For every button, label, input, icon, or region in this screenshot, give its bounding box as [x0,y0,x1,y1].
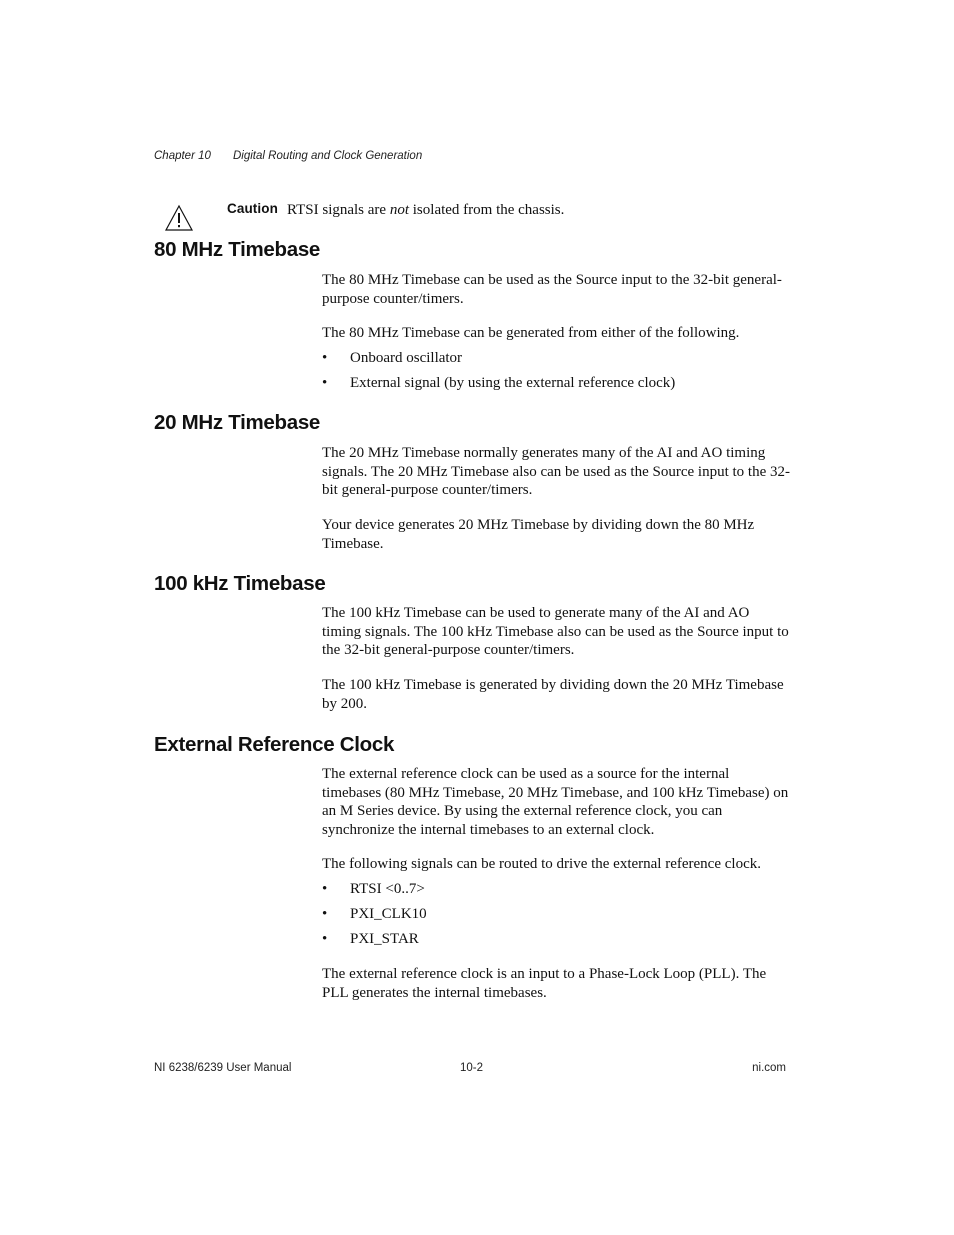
heading-20mhz-timebase: 20 MHz Timebase [154,411,321,434]
paragraph: The external reference clock is an input to a Phase-Lock Loop (PLL). The PLL generates the internal timebases. [322,966,767,1001]
paragraph: The 80 MHz Timebase can be used as the Source input to the 32-bit general-purpose counter/timers. [322,272,782,307]
paragraph: The 100 kHz Timebase is generated by dividing down the 20 MHz Timebase by 200. [322,677,784,712]
heading-external-reference-clock: External Reference Clock [154,733,395,756]
footer-site: ni.com [752,1062,786,1074]
header-chapter: Chapter 10 [154,150,211,162]
paragraph: The 100 kHz Timebase can be used to generate many of the AI and AO timing signals. The 100 kHz Timebase also can be used as the Source input to the 32-bit general-purpose counter/timers. [322,605,789,659]
footer-manual-title: NI 6238/6239 User Manual [154,1062,292,1074]
paragraph: Your device generates 20 MHz Timebase by dividing down the 80 MHz Timebase. [322,517,755,552]
warning-triangle-icon [164,204,194,232]
caution-emphasis: not [389,202,410,218]
heading-100khz-timebase: 100 kHz Timebase [154,572,326,595]
caution-text: RTSI signals are not isolated from the chassis. [287,202,565,218]
paragraph: The 20 MHz Timebase normally generates many of the AI and AO timing signals. The 20 MHz Timebase also can be used as the Source input to the 32-bit general-purpose counter/timers. [322,445,790,499]
footer-page-number: 10-2 [460,1062,484,1074]
paragraph: The following signals can be routed to drive the external reference clock. [322,856,761,872]
heading-80mhz-timebase: 80 MHz Timebase [154,238,321,261]
header-title: Digital Routing and Clock Generation [233,150,423,162]
caution-label: Caution [227,201,278,216]
paragraph: The 80 MHz Timebase can be generated from either of the following. [322,325,740,341]
paragraph: The external reference clock can be used as a source for the internal timebases (80 MHz Timebase, 20 MHz Timebase, and 100 kHz Timebase) on an M Series device. By using the external reference clock, you can synchronize the internal timebases to an external clock. [322,766,789,838]
